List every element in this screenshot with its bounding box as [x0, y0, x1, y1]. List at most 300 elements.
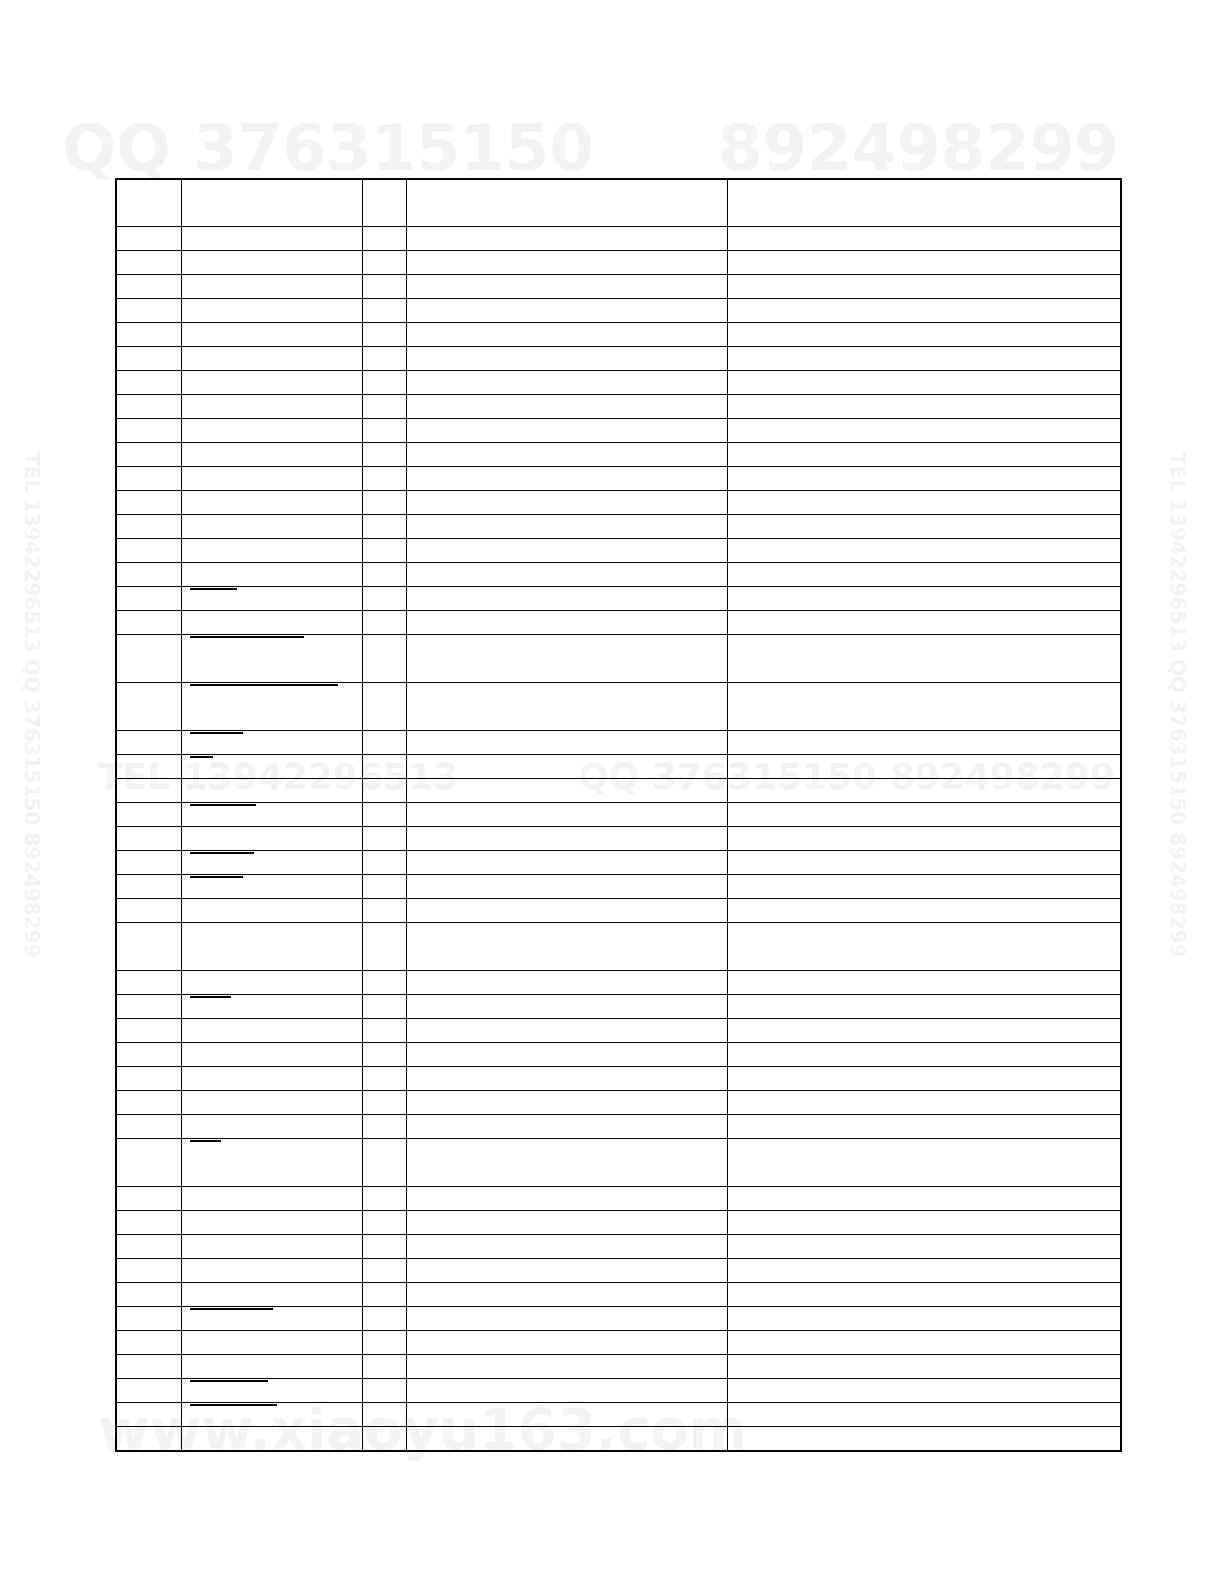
pin-name-cell [181, 875, 362, 899]
table-row [116, 467, 1121, 491]
pin-no-cell [116, 1043, 181, 1067]
description-cell [727, 539, 1121, 563]
pin-no-cell [116, 1139, 181, 1187]
description-cell [727, 827, 1121, 851]
pin-no-cell [116, 1403, 181, 1427]
overline-mark [190, 1380, 268, 1392]
table-row [116, 419, 1121, 443]
io-cell [362, 779, 406, 803]
function-cell [406, 323, 727, 347]
table-row [116, 1043, 1121, 1067]
watermark-bottom: www.xiaoyu163.com [98, 1398, 748, 1463]
function-cell [406, 1139, 727, 1187]
function-cell [406, 851, 727, 875]
io-cell [362, 371, 406, 395]
io-cell [362, 971, 406, 995]
pin-no-cell [116, 539, 181, 563]
table-row [116, 923, 1121, 971]
overline-mark [190, 1404, 277, 1416]
overline-mark [190, 588, 237, 600]
io-cell [362, 1067, 406, 1091]
function-cell [406, 1235, 727, 1259]
io-cell [362, 515, 406, 539]
table-row [116, 1091, 1121, 1115]
description-cell [727, 995, 1121, 1019]
description-cell [727, 851, 1121, 875]
pin-no-cell [116, 611, 181, 635]
watermark-side-right: TEL 13942296513 QQ 376315150 892498299 [1166, 452, 1190, 958]
io-cell [362, 923, 406, 971]
overline-mark [190, 636, 304, 648]
pin-no-cell [116, 899, 181, 923]
io-cell [362, 467, 406, 491]
pin-name-cell [181, 1019, 362, 1043]
table-row [116, 995, 1121, 1019]
io-cell [362, 419, 406, 443]
function-cell [406, 899, 727, 923]
function-cell [406, 1355, 727, 1379]
table-row [116, 443, 1121, 467]
pin-no-cell [116, 1067, 181, 1091]
pin-name-cell [181, 779, 362, 803]
table-row [116, 491, 1121, 515]
pin-name-cell [181, 1283, 362, 1307]
pin-no-cell [116, 635, 181, 683]
io-cell [362, 323, 406, 347]
function-cell [406, 1307, 727, 1331]
function-cell [406, 1379, 727, 1403]
description-cell [727, 1403, 1121, 1427]
io-cell [362, 227, 406, 251]
pin-no-cell [116, 1427, 181, 1452]
overline-mark [190, 732, 243, 744]
description-cell [727, 803, 1121, 827]
description-cell [727, 899, 1121, 923]
pin-name-cell [181, 1235, 362, 1259]
pin-name-cell [181, 683, 362, 731]
function-cell [406, 395, 727, 419]
function-cell [406, 1091, 727, 1115]
io-cell [362, 1019, 406, 1043]
description-cell [727, 1259, 1121, 1283]
overline-mark [190, 1308, 273, 1320]
pin-name-cell [181, 1259, 362, 1283]
pin-name-cell [181, 827, 362, 851]
description-cell [727, 275, 1121, 299]
description-cell [727, 563, 1121, 587]
description-cell [727, 515, 1121, 539]
io-cell [362, 299, 406, 323]
header-pin-no [116, 179, 181, 227]
function-cell [406, 1043, 727, 1067]
pin-name-cell [181, 467, 362, 491]
io-cell [362, 491, 406, 515]
pin-name-cell [181, 1379, 362, 1403]
table-row [116, 731, 1121, 755]
pin-no-cell [116, 491, 181, 515]
function-cell [406, 1403, 727, 1427]
description-cell [727, 635, 1121, 683]
io-cell [362, 1235, 406, 1259]
pin-no-cell [116, 347, 181, 371]
header-description [727, 179, 1121, 227]
description-cell [727, 611, 1121, 635]
io-cell [362, 563, 406, 587]
function-cell [406, 923, 727, 971]
table-row [116, 1403, 1121, 1427]
table-row [116, 1259, 1121, 1283]
pin-name-cell [181, 755, 362, 779]
function-cell [406, 347, 727, 371]
function-cell [406, 755, 727, 779]
function-cell [406, 1115, 727, 1139]
io-cell [362, 587, 406, 611]
function-cell [406, 1187, 727, 1211]
pin-no-cell [116, 827, 181, 851]
pin-name-cell [181, 587, 362, 611]
overline-mark [190, 996, 231, 1008]
description-cell [727, 371, 1121, 395]
pin-name-cell [181, 299, 362, 323]
pin-name-cell [181, 731, 362, 755]
function-cell [406, 611, 727, 635]
description-cell [727, 323, 1121, 347]
description-cell [727, 971, 1121, 995]
table-row [116, 1331, 1121, 1355]
description-cell [727, 587, 1121, 611]
pin-no-cell [116, 971, 181, 995]
function-cell [406, 1283, 727, 1307]
function-cell [406, 1259, 727, 1283]
pin-name-cell [181, 1211, 362, 1235]
io-cell [362, 275, 406, 299]
pin-no-cell [116, 227, 181, 251]
description-cell [727, 1307, 1121, 1331]
io-cell [362, 683, 406, 731]
table-row [116, 395, 1121, 419]
pin-name-cell [181, 995, 362, 1019]
table-row [116, 371, 1121, 395]
pin-name-cell [181, 443, 362, 467]
pin-no-cell [116, 923, 181, 971]
description-cell [727, 779, 1121, 803]
table-row [116, 1139, 1121, 1187]
pin-no-cell [116, 587, 181, 611]
function-cell [406, 731, 727, 755]
pin-no-cell [116, 803, 181, 827]
io-cell [362, 731, 406, 755]
io-cell [362, 1211, 406, 1235]
description-cell [727, 875, 1121, 899]
function-cell [406, 539, 727, 563]
pin-no-cell [116, 371, 181, 395]
pin-no-cell [116, 1187, 181, 1211]
function-cell [406, 515, 727, 539]
description-cell [727, 227, 1121, 251]
table-row [116, 347, 1121, 371]
table-row [116, 275, 1121, 299]
pin-no-cell [116, 251, 181, 275]
table-row [116, 1211, 1121, 1235]
description-cell [727, 1091, 1121, 1115]
table-row [116, 827, 1121, 851]
pin-no-cell [116, 563, 181, 587]
table-row [116, 1379, 1121, 1403]
overline-mark [190, 852, 254, 864]
function-cell [406, 467, 727, 491]
pin-name-cell [181, 347, 362, 371]
table-row [116, 755, 1121, 779]
description-cell [727, 1139, 1121, 1187]
description-cell [727, 467, 1121, 491]
pin-no-cell [116, 779, 181, 803]
pin-name-cell [181, 635, 362, 683]
watermark-mid-right: QQ 376315150 892498299 [578, 757, 1116, 798]
description-cell [727, 1043, 1121, 1067]
description-cell [727, 731, 1121, 755]
table-row [116, 1067, 1121, 1091]
table-row [116, 1019, 1121, 1043]
io-cell [362, 1379, 406, 1403]
pin-no-cell [116, 683, 181, 731]
description-cell [727, 683, 1121, 731]
function-cell [406, 827, 727, 851]
pin-name-cell [181, 971, 362, 995]
table-row [116, 851, 1121, 875]
description-cell [727, 1355, 1121, 1379]
pin-no-cell [116, 515, 181, 539]
table-row [116, 971, 1121, 995]
pin-no-cell [116, 443, 181, 467]
io-cell [362, 347, 406, 371]
pin-no-cell [116, 395, 181, 419]
io-cell [362, 395, 406, 419]
table-row [116, 1307, 1121, 1331]
header-pin-name [181, 179, 362, 227]
watermark-side-left: TEL 13942296513 QQ 376315150 892498299 [20, 452, 44, 958]
pin-no-cell [116, 1115, 181, 1139]
watermark-mid-left: TEL 13942296513 [98, 757, 459, 798]
function-cell [406, 803, 727, 827]
pin-no-cell [116, 1355, 181, 1379]
description-cell [727, 1019, 1121, 1043]
pin-description-table [115, 178, 1122, 1452]
io-cell [362, 827, 406, 851]
pin-name-cell [181, 395, 362, 419]
io-cell [362, 611, 406, 635]
description-cell [727, 1427, 1121, 1452]
function-cell [406, 971, 727, 995]
function-cell [406, 1427, 727, 1452]
function-cell [406, 443, 727, 467]
description-cell [727, 1211, 1121, 1235]
pin-no-cell [116, 299, 181, 323]
overline-mark [190, 756, 213, 768]
io-cell [362, 851, 406, 875]
pin-name-cell [181, 923, 362, 971]
table-body [116, 179, 1121, 1451]
io-cell [362, 1043, 406, 1067]
table-row [116, 299, 1121, 323]
function-cell [406, 1211, 727, 1235]
pin-name-cell [181, 323, 362, 347]
table-row [116, 539, 1121, 563]
overline-mark [190, 876, 243, 888]
pin-no-cell [116, 1307, 181, 1331]
function-cell [406, 419, 727, 443]
table-row [116, 1283, 1121, 1307]
pin-name-cell [181, 1139, 362, 1187]
description-cell [727, 299, 1121, 323]
io-cell [362, 539, 406, 563]
function-cell [406, 227, 727, 251]
pin-no-cell [116, 995, 181, 1019]
function-cell [406, 683, 727, 731]
pin-name-cell [181, 1403, 362, 1427]
function-cell [406, 587, 727, 611]
pin-name-cell [181, 1331, 362, 1355]
watermark-top-right: 892498299 [718, 112, 1119, 186]
pin-name-cell [181, 611, 362, 635]
description-cell [727, 1331, 1121, 1355]
pin-no-cell [116, 1091, 181, 1115]
io-cell [362, 1355, 406, 1379]
pin-no-cell [116, 467, 181, 491]
table-row [116, 683, 1121, 731]
description-cell [727, 1067, 1121, 1091]
io-cell [362, 1307, 406, 1331]
description-cell [727, 419, 1121, 443]
table-row [116, 587, 1121, 611]
watermark-top-left: QQ 376315150 [62, 112, 594, 186]
pin-name-cell [181, 1091, 362, 1115]
pin-no-cell [116, 1019, 181, 1043]
table-row [116, 803, 1121, 827]
function-cell [406, 275, 727, 299]
description-cell [727, 347, 1121, 371]
pin-no-cell [116, 323, 181, 347]
table-row [116, 227, 1121, 251]
pin-name-cell [181, 1067, 362, 1091]
overline-mark [190, 1140, 221, 1152]
pin-name-cell [181, 515, 362, 539]
pin-no-cell [116, 1379, 181, 1403]
header-io [362, 179, 406, 227]
function-cell [406, 299, 727, 323]
table-row [116, 1355, 1121, 1379]
table-row [116, 1235, 1121, 1259]
pin-name-cell [181, 899, 362, 923]
io-cell [362, 899, 406, 923]
function-cell [406, 635, 727, 683]
pin-no-cell [116, 275, 181, 299]
pin-no-cell [116, 1211, 181, 1235]
pin-name-cell [181, 1307, 362, 1331]
io-cell [362, 803, 406, 827]
pin-name-cell [181, 539, 362, 563]
description-cell [727, 1115, 1121, 1139]
table-row [116, 515, 1121, 539]
table-header-row [116, 179, 1121, 227]
table-row [116, 563, 1121, 587]
pin-name-cell [181, 227, 362, 251]
io-cell [362, 1259, 406, 1283]
io-cell [362, 635, 406, 683]
pin-name-cell [181, 1355, 362, 1379]
header-function [406, 179, 727, 227]
description-cell [727, 251, 1121, 275]
description-cell [727, 1187, 1121, 1211]
pin-name-cell [181, 371, 362, 395]
io-cell [362, 251, 406, 275]
pin-no-cell [116, 1235, 181, 1259]
overline-mark [190, 684, 338, 696]
io-cell [362, 995, 406, 1019]
io-cell [362, 875, 406, 899]
table-row [116, 1115, 1121, 1139]
pin-no-cell [116, 1259, 181, 1283]
io-cell [362, 1139, 406, 1187]
function-cell [406, 779, 727, 803]
table-row [116, 635, 1121, 683]
function-cell [406, 491, 727, 515]
pin-no-cell [116, 1331, 181, 1355]
pin-name-cell [181, 1427, 362, 1452]
function-cell [406, 1019, 727, 1043]
pin-name-cell [181, 1187, 362, 1211]
function-cell [406, 251, 727, 275]
io-cell [362, 1091, 406, 1115]
pin-name-cell [181, 803, 362, 827]
pin-no-cell [116, 851, 181, 875]
pin-name-cell [181, 491, 362, 515]
description-cell [727, 395, 1121, 419]
pin-name-cell [181, 1115, 362, 1139]
pin-no-cell [116, 1283, 181, 1307]
pin-name-cell [181, 1043, 362, 1067]
function-cell [406, 995, 727, 1019]
io-cell [362, 1187, 406, 1211]
description-cell [727, 443, 1121, 467]
pin-no-cell [116, 419, 181, 443]
table-row [116, 875, 1121, 899]
function-cell [406, 875, 727, 899]
pin-name-cell [181, 419, 362, 443]
overline-mark [190, 804, 256, 816]
table-row [116, 611, 1121, 635]
table-row [116, 779, 1121, 803]
io-cell [362, 1427, 406, 1452]
function-cell [406, 1067, 727, 1091]
table-row [116, 1187, 1121, 1211]
table-row [116, 251, 1121, 275]
description-cell [727, 923, 1121, 971]
pin-no-cell [116, 875, 181, 899]
function-cell [406, 371, 727, 395]
io-cell [362, 1403, 406, 1427]
description-cell [727, 1379, 1121, 1403]
description-cell [727, 755, 1121, 779]
function-cell [406, 1331, 727, 1355]
description-cell [727, 1283, 1121, 1307]
table-row [116, 1427, 1121, 1452]
io-cell [362, 1331, 406, 1355]
pin-name-cell [181, 851, 362, 875]
pin-name-cell [181, 563, 362, 587]
description-cell [727, 491, 1121, 515]
pin-name-cell [181, 275, 362, 299]
table-row [116, 323, 1121, 347]
